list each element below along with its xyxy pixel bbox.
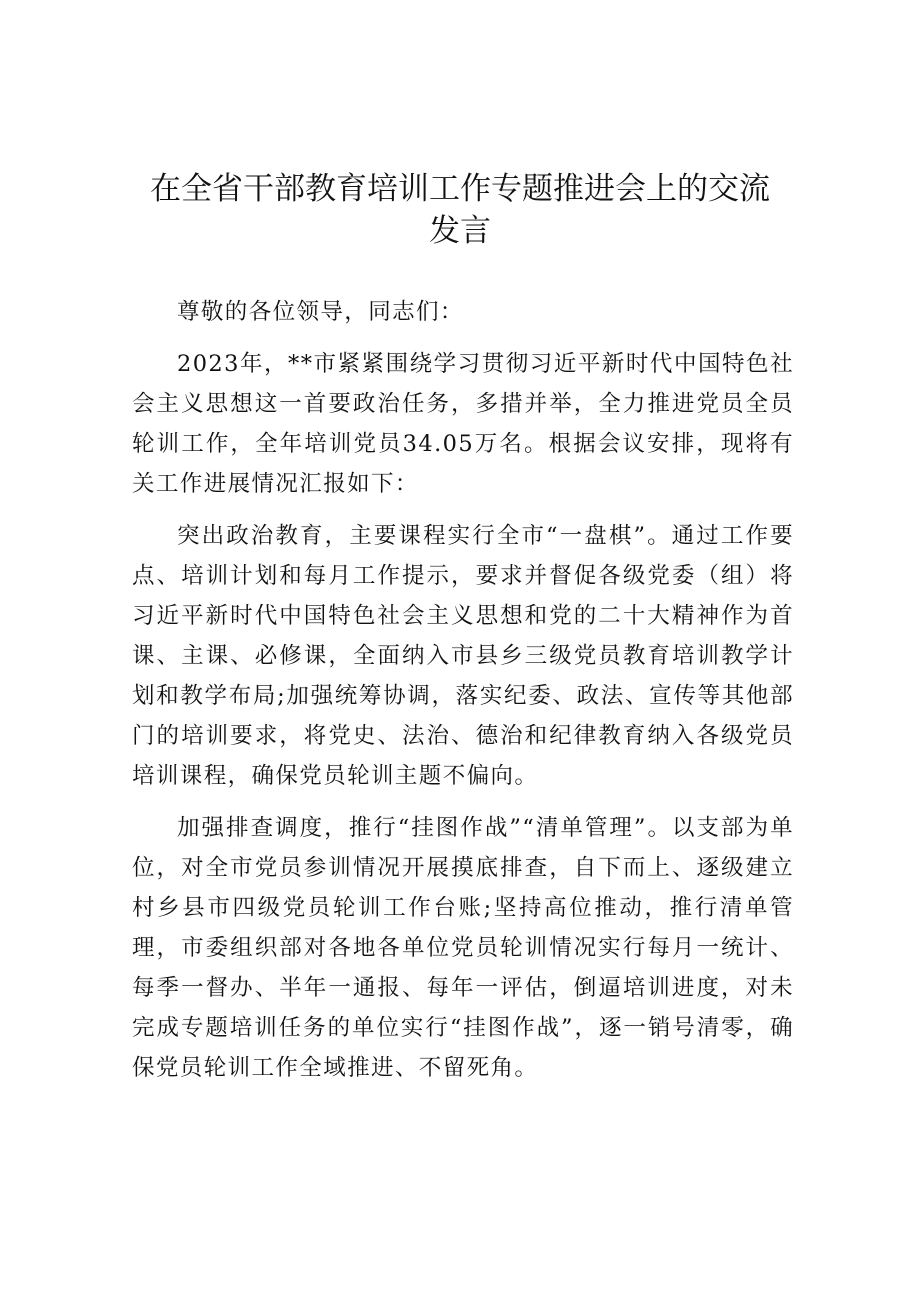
paragraph-political-education: 突出政治教育，主要课程实行全市“一盘棋”。通过工作要点、培训计划和每月工作提示，要求并督促各级党委（组）将习近平新时代中国特色社会主义思想和党的二十大精神作为首课、主课、必修课，全面纳入市县乡三级党员教育培训教学计划和教学布局;加强统筹协调，落实纪委、政法、宣传等其他部门的培训要求，将党史、法治、德治和纪律教育纳入各级党员培训课程，确保党员轮训主题不偏向。 — [132, 523, 794, 789]
paragraph-investigation-dispatch: 加强排查调度，推行“挂图作战”“清单管理”。以支部为单位，对全市党员参训情况开展摸底排查，自下而上、逐级建立村乡县市四级党员轮训工作台账;坚持高位推动，推行清单管理，市委组织部对各地各单位党员轮训情况实行每月一统计、每季一督办、半年一通报、每年一评估，倒逼培训进度，对未完成专题培训任务的单位实行“挂图作战”，逐一销号清零，确保党员轮训工作全域推进、不留死角。 — [132, 815, 794, 1081]
paragraph-intro: 2023年，**市紧紧围绕学习贯彻习近平新时代中国特色社会主义思想这一首要政治任务，多措并举，全力推进党员全员轮训工作，全年培训党员34.05万名。根据会议安排，现将有关工作进展情况汇报如下： — [132, 351, 794, 497]
salutation: 尊敬的各位领导，同志们： — [177, 299, 464, 325]
document-title — [130, 168, 790, 252]
title-line-1: 在全省干部教育培训工作专题推进会上的交流 — [150, 171, 770, 207]
document-body — [132, 292, 794, 1088]
title-line-2: 发言 — [429, 213, 491, 249]
